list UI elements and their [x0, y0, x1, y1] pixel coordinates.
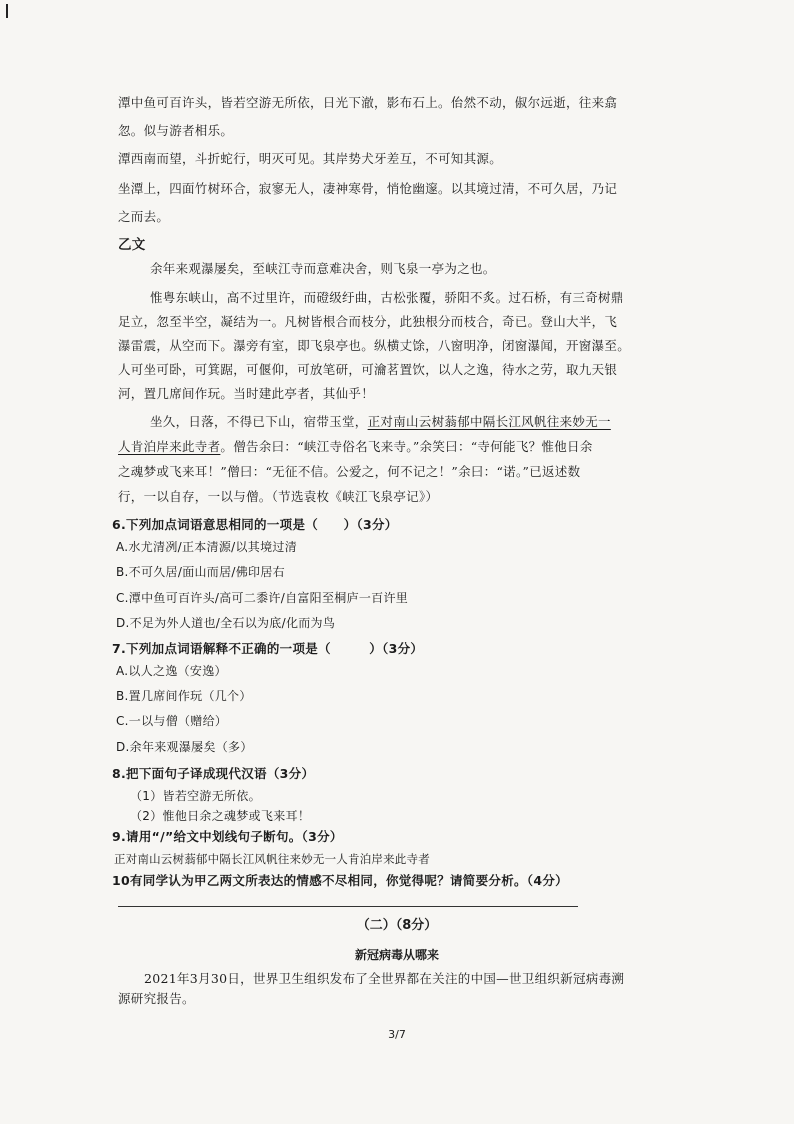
yi-paragraph-3-line-1 — [150, 413, 611, 431]
question-8-stem: 8.把下面句子译成现代汉语（3分） — [112, 766, 315, 781]
yi-paragraph-3-line-4: 行，一以自存，一以与僧。（节选袁枚《峡江飞泉亭记》） — [118, 489, 439, 504]
question-6-option-d: D.不足为外人道也/全石以为底/化而为鸟 — [116, 616, 336, 630]
yi-p3-line1-text: 坐久，日落，不得已下山，宿带玉堂， — [150, 414, 368, 429]
question-6-option-a: A.水尤清冽/正本清源/以其境过清 — [116, 540, 297, 554]
question-9-stem: 9.请用“/”给文中划线句子断句。（3分） — [112, 829, 343, 844]
question-7-stem: 7.下列加点词语解释不正确的一项是（ ）（3分） — [112, 641, 424, 656]
page-number: 3/7 — [388, 1028, 406, 1041]
question-9-sentence: 正对南山云树蓊郁中隔长江风帆往来妙无一人肯泊岸来此寺者 — [114, 852, 430, 866]
question-7-option-c: C.一以与僧（赠给） — [116, 714, 228, 728]
article-title: 新冠病毒从哪来 — [354, 948, 439, 962]
yi-paragraph-2-line-4: 人可坐可卧，可箕踞，可偃仰，可放笔研，可瀹茗置饮，以人之逸，待水之劳，取九天银 — [118, 362, 618, 377]
question-6-option-c: C.潭中鱼可百许头/高可二黍许/自富阳至桐庐一百许里 — [116, 591, 409, 605]
yi-p3-line2-text: 。僧告余曰：“峡江寺俗名飞来寺。”余笑曰：“寺何能飞？惟他日余 — [220, 439, 593, 454]
yi-paragraph-2-line-5: 河，置几席间作玩。当时建此亭者，其仙乎！ — [118, 386, 375, 401]
question-7-option-b: B.置几席间作玩（几个） — [116, 689, 252, 703]
jia-paragraph-1-line-1: 潭中鱼可百许头，皆若空游无所依，日光下澈，影布石上。佁然不动，俶尔远逝，往来翕 — [118, 95, 618, 110]
question-7-option-a: A.以人之逸（安逸） — [116, 664, 227, 678]
yi-paragraph-3-line-2 — [118, 438, 593, 456]
yi-paragraph-1: 余年来观瀑屡矣，至峡江寺而意难决舍，则飞泉一亭为之也。 — [150, 261, 496, 276]
jia-paragraph-2: 潭西南而望，斗折蛇行，明灭可见。其岸势犬牙差互，不可知其源。 — [118, 151, 503, 166]
question-8-item-2: （2）惟他日余之魂梦或飞来耳！ — [130, 809, 311, 823]
yi-heading: 乙文 — [118, 237, 146, 253]
yi-paragraph-2-line-3: 瀑雷震，从空而下。瀑旁有室，即飞泉亭也。纵横丈馀，八窗明净，闭窗瀑闻，开窗瀑至。 — [118, 338, 631, 353]
yi-paragraph-3-line-3: 之魂梦或飞来耳！”僧曰：“无征不信。公爱之，何不记之！”余曰：“诺。”已返述数 — [118, 464, 581, 479]
section-2-heading: （二）（8分） — [356, 918, 438, 933]
yi-paragraph-2-line-2: 足立，忽至半空，凝结为一。凡树皆根合而枝分，此独根分而枝合，奇已。登山大半，飞 — [118, 314, 618, 329]
underlined-sentence-part-1: 正对南山云树蓊郁中隔长江风帆往来妙无一 — [367, 414, 611, 429]
jia-paragraph-3-line-2: 之而去。 — [118, 209, 170, 224]
question-8-item-1: （1）皆若空游无所依。 — [130, 789, 261, 803]
question-7-option-d: D.余年来观瀑屡矣（多） — [116, 740, 253, 754]
underlined-sentence-part-2: 人肯泊岸来此寺者 — [118, 439, 221, 454]
yi-paragraph-2-line-1: 惟粤东峡山，高不过里许，而磴级纡曲，古松张覆，骄阳不炙。过石桥，有三奇树鼎 — [150, 290, 624, 305]
article-line-2: 源研究报告。 — [118, 991, 195, 1006]
jia-paragraph-1-line-2: 忽。似与游者相乐。 — [118, 123, 234, 138]
corner-mark — [6, 4, 8, 18]
question-10-stem: 10有同学认为甲乙两文所表达的情感不尽相同，你觉得呢？请简要分析。（4分） — [112, 873, 568, 888]
question-6-stem: 6.下列加点词语意思相同的一项是（ ）（3分） — [112, 517, 398, 532]
section-divider — [118, 906, 578, 907]
jia-paragraph-3-line-1: 坐潭上，四面竹树环合，寂寥无人，凄神寒骨，悄怆幽邃。以其境过清，不可久居，乃记 — [118, 181, 618, 196]
article-line-1: 2021年3月30日，世界卫生组织发布了全世界都在关注的中国—世卫组织新冠病毒溯 — [144, 971, 625, 986]
question-6-option-b: B.不可久居/面山而居/佛印居右 — [116, 565, 285, 579]
